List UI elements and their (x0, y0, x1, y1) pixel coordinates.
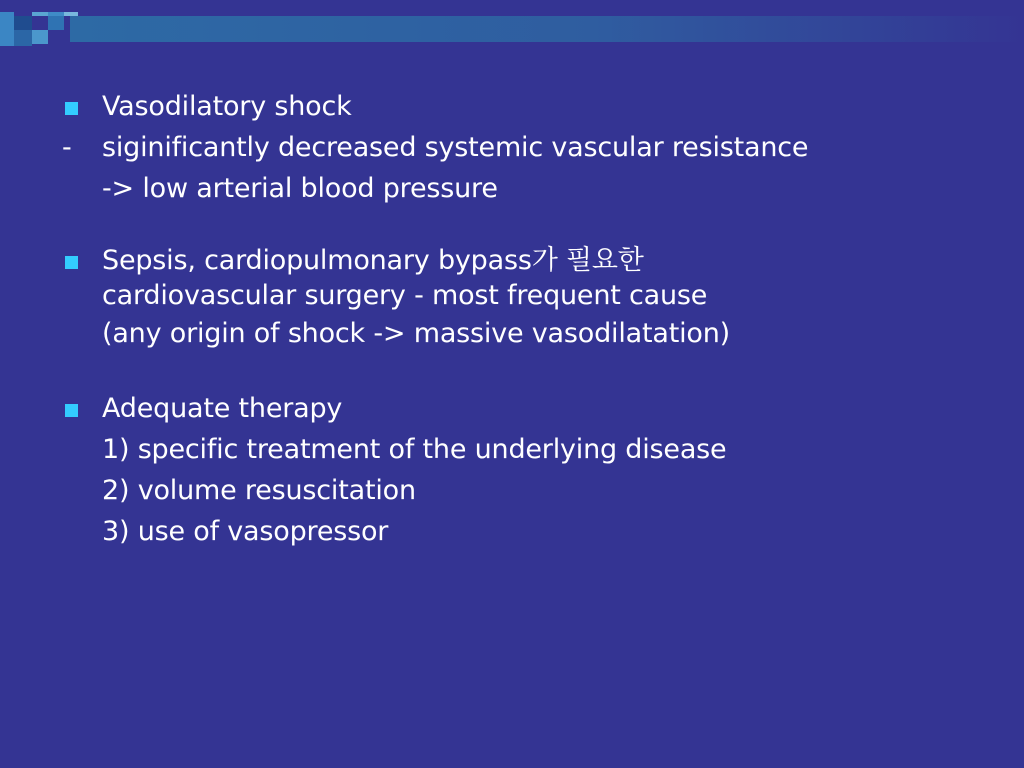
square-bullet-icon (65, 102, 78, 115)
bullet-item-adequate-therapy (62, 388, 1002, 429)
checker-gradient-icon (0, 12, 1024, 46)
therapy-step-1 (62, 429, 1002, 470)
dash-text: siginificantly decreased systemic vascular resistance (102, 132, 809, 163)
sub-line-low-bp (62, 168, 1002, 209)
continuation-text: cardiovascular surgery - most frequent cause (102, 280, 708, 311)
dash-item-svr (62, 127, 1002, 168)
square-bullet-icon (65, 404, 78, 417)
continuation-line (62, 278, 1002, 313)
sub-line-any-origin (62, 313, 1002, 354)
slide-content (62, 86, 1002, 552)
therapy-step-2 (62, 470, 1002, 511)
bullet-text: Sepsis, cardiopulmonary bypass가 필요한 (102, 245, 644, 276)
therapy-step-3 (62, 511, 1002, 552)
sub-line-text: 3) use of vasopressor (102, 516, 389, 547)
sub-line-text: (any origin of shock -> massive vasodilatation) (102, 318, 730, 349)
sub-line-text: 2) volume resuscitation (102, 475, 416, 506)
header-decoration-band (0, 12, 1024, 46)
dash-marker: - (62, 132, 72, 163)
square-bullet-icon (65, 256, 78, 269)
sub-line-text: -> low arterial blood pressure (102, 173, 498, 204)
sub-line-text: 1) specific treatment of the underlying disease (102, 434, 727, 465)
bullet-text: Vasodilatory shock (102, 91, 352, 122)
bullet-item-vasodilatory-shock (62, 86, 1002, 127)
bullet-text: Adequate therapy (102, 393, 343, 424)
bullet-item-sepsis (62, 243, 1002, 278)
